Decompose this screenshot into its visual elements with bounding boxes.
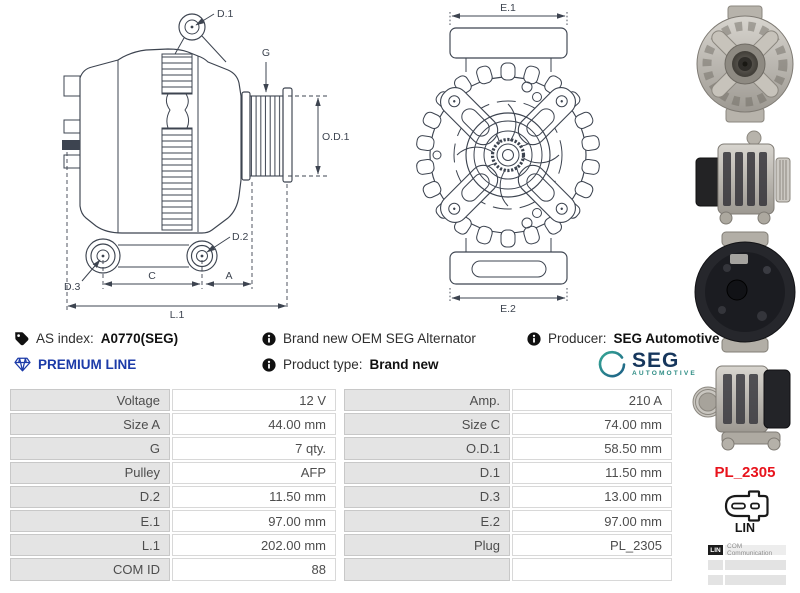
dim-label-a: A [225, 270, 233, 282]
dim-label-c: C [148, 270, 156, 282]
info-icon [262, 358, 276, 372]
spec-value: 44.00 mm [172, 413, 336, 435]
spec-label: Pulley [10, 462, 170, 484]
spec-value: 97.00 mm [172, 510, 336, 532]
product-photo-side[interactable] [692, 128, 798, 226]
spec-value: 88 [172, 558, 336, 580]
spec-label: E.1 [10, 510, 170, 532]
product-photo-rear[interactable] [692, 230, 798, 354]
producer-label: Producer: [548, 331, 607, 346]
spec-value: 97.00 mm [512, 510, 672, 532]
product-type-value: Brand new [369, 357, 439, 372]
as-index-value: A0770(SEG) [100, 331, 179, 346]
premium-line-row [14, 357, 136, 372]
product-type-row [262, 357, 439, 372]
spec-label: L.1 [10, 534, 170, 556]
com-placeholder-row [708, 575, 786, 585]
com-table [708, 545, 786, 590]
dim-label-l1: L.1 [169, 309, 185, 321]
spec-value: 58.50 mm [512, 437, 672, 459]
spec-value: 13.00 mm [512, 486, 672, 508]
spec-value: 210 A [512, 389, 672, 411]
com-row [708, 545, 786, 555]
tag-icon [14, 331, 29, 346]
premium-line-label: PREMIUM LINE [38, 357, 137, 372]
com-placeholder-row [708, 560, 786, 570]
spec-value: PL_2305 [512, 534, 672, 556]
side-view-drawing [62, 8, 350, 321]
dim-label-d2: D.2 [232, 231, 249, 243]
placeholder-bar [725, 575, 786, 585]
spec-label: Size C [344, 413, 510, 435]
placeholder-bar [725, 560, 786, 570]
brand-new-text: Brand new OEM SEG Alternator [283, 331, 476, 346]
plug-code: PL_2305 [714, 464, 776, 481]
spec-value: AFP [172, 462, 336, 484]
front-view-drawing [416, 2, 600, 315]
dim-label-d3: D.3 [64, 281, 81, 293]
spec-table-left [10, 389, 336, 581]
spec-value: 11.50 mm [172, 486, 336, 508]
spec-label: Plug [344, 534, 510, 556]
producer-value: SEG Automotive [613, 331, 720, 346]
spec-table-right [344, 389, 672, 581]
seg-logo-text: SEG [632, 348, 680, 372]
dim-label-e1: E.1 [500, 2, 516, 14]
as-index-label: AS index: [36, 331, 94, 346]
spec-label: D.3 [344, 486, 510, 508]
spec-label: G [10, 437, 170, 459]
com-value: COM Communication [725, 545, 786, 555]
plug-connector-icon [721, 489, 773, 523]
premium-diamond-icon [14, 357, 31, 372]
placeholder-bar [708, 575, 723, 585]
as-index-row [14, 331, 178, 346]
brand-new-row [262, 331, 476, 346]
seg-logo-subtext: AUTOMOTIVE [632, 369, 697, 377]
spec-label: D.1 [344, 462, 510, 484]
spec-value: 74.00 mm [512, 413, 672, 435]
spec-label: COM ID [10, 558, 170, 580]
info-icon [262, 332, 276, 346]
dim-label-e2: E.2 [500, 303, 516, 315]
dim-label-od1: O.D.1 [322, 131, 350, 143]
spec-label: E.2 [344, 510, 510, 532]
product-photo-front[interactable] [692, 4, 798, 124]
dim-label-d1: D.1 [217, 8, 234, 20]
spec-label: Voltage [10, 389, 170, 411]
info-icon [527, 332, 541, 346]
producer-row [527, 331, 720, 346]
seg-logo-circle-icon [596, 348, 628, 380]
spec-label: Size A [10, 413, 170, 435]
product-type-label: Product type: [283, 357, 363, 372]
spec-label: Amp. [344, 389, 510, 411]
spec-label: O.D.1 [344, 437, 510, 459]
spec-value: 7 qty. [172, 437, 336, 459]
spec-value: 202.00 mm [172, 534, 336, 556]
spec-label: D.2 [10, 486, 170, 508]
spec-value [512, 558, 672, 580]
spec-value: 11.50 mm [512, 462, 672, 484]
placeholder-bar [708, 560, 723, 570]
product-photo-angle[interactable] [692, 358, 798, 454]
spec-label [344, 558, 510, 580]
seg-automotive-logo [596, 348, 697, 380]
plug-type-label: LIN [734, 521, 756, 535]
technical-drawing [0, 0, 690, 325]
dim-label-g: G [261, 47, 271, 59]
spec-value: 12 V [172, 389, 336, 411]
com-key: LIN [708, 545, 723, 555]
